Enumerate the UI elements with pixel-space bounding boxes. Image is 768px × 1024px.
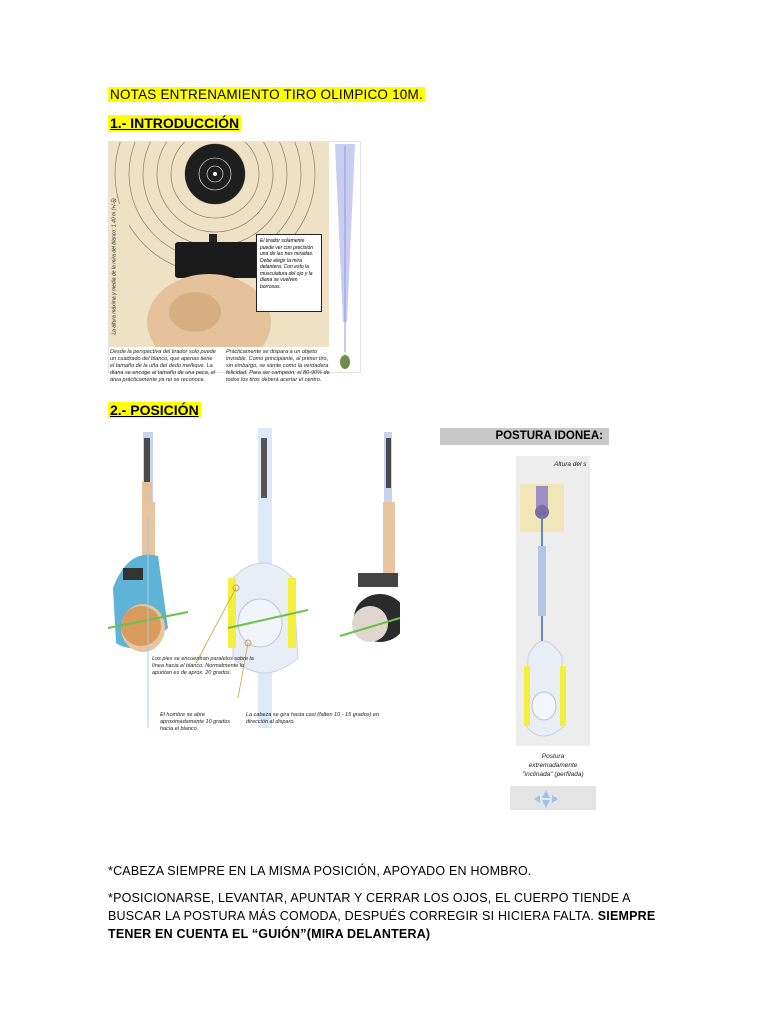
posicion-figure (108, 428, 400, 732)
postura-idonea-heading: POSTURA IDONEA: (440, 428, 609, 445)
section-heading-introduccion: 1.- INTRODUCCIÓN (110, 115, 240, 131)
figure-vertical-label: La altura máxima y media de la mira del blanco: 1.40 m (+/-5) (111, 198, 118, 335)
note-procedure-emphasis: SIEMPRE TENER EN CUENTA EL “GUIÓN”(MIRA DELANTERA) (108, 909, 656, 941)
note-head-position: *CABEZA SIEMPRE EN LA MISMA POSICIÓN, APOYADO EN HOMBRO. (108, 864, 532, 878)
postura-top-label: Altura del s (554, 461, 587, 468)
sight-dot-icon (340, 355, 350, 369)
introduction-figure (108, 141, 361, 373)
pistol-rear-sight (175, 242, 259, 278)
postura-caption: Postura extremadamente "inclinada" (perfilada) (522, 753, 584, 778)
document-title: NOTAS ENTRENAMIENTO TIRO OLIMPICO 10M. (110, 87, 423, 102)
posicion-caption-head: La cabeza se gira hasta casi (falten 10 - 15 grados) en dirección al disparo. (246, 712, 379, 725)
posicion-caption-feet: Los pies se encuentran paralelos sobre la línea hacia el blanco. Normalmente lo apuntan es de aprox. 20 grados. (152, 656, 254, 676)
figure-caption-left: Desde la perspectiva del tirador solo puede un cuadrado del blanco, que apenas tiene el tamaño de la uña del dedo meñique. La diana se encoge al tamaño de una peca, el área prácticamente ya no se reconoce. (110, 349, 216, 383)
figure-callout: El tirador solamente puede ver con precisión una de las tres miradas. Debe elegir la mira delantera. Con esto la musculatura del ojo y la diana se vuelven borrosas. (256, 234, 322, 312)
section-heading-posicion: 2.- POSICIÓN (110, 402, 199, 418)
posicion-caption-shoulder: El hombre se abre aproximadamente 10 grados hacia el blanco. (160, 712, 231, 732)
note-procedure (108, 889, 660, 943)
note-procedure-text: *POSICIONARSE, LEVANTAR, APUNTAR Y CERRAR LOS OJOS, EL CUERPO TIENDE A BUSCAR LA POSTURA MÁS COMODA, DESPUÉS CORREGIR SI HICIERA FALTA. (108, 891, 631, 923)
figure-caption-right: Prácticamente se dispara a un objeto invisible. Como principiante, al primer tiro, sin embargo, se siente como la verdadera felicidad. Para ser campeón, el 80-90% de todos los tiros deberá acertar el centro. (226, 349, 330, 383)
